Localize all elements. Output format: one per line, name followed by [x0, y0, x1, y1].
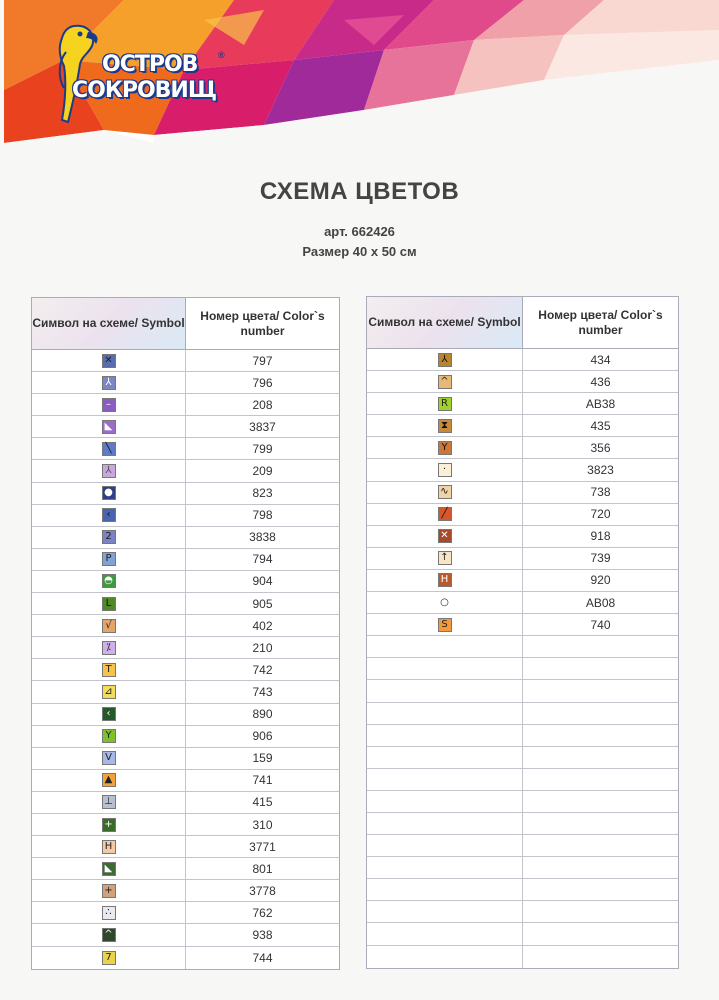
column-header-number: Номер цвета/ Color`s number	[523, 297, 678, 348]
color-swatch: ●	[102, 486, 116, 500]
empty-row	[367, 725, 678, 747]
color-number-cell: 3771	[249, 839, 276, 854]
color-swatch: ⅄	[102, 376, 116, 390]
color-number-cell: 743	[252, 684, 273, 699]
symbol-cell	[367, 658, 523, 679]
color-number-cell: 436	[590, 374, 611, 389]
symbol-cell	[367, 482, 523, 503]
symbol-cell	[32, 350, 186, 371]
color-number-cell: 906	[252, 729, 273, 744]
article-number: арт. 662426	[324, 224, 395, 239]
color-number-cell: 739	[590, 551, 611, 566]
symbol-cell	[32, 947, 186, 969]
table-row	[367, 526, 678, 548]
empty-row	[367, 879, 678, 901]
color-number-cell: 742	[252, 662, 273, 677]
color-number-cell	[523, 680, 678, 701]
color-swatch: –	[102, 398, 116, 412]
color-swatch: ⁒	[102, 641, 116, 655]
color-number-cell	[523, 769, 678, 790]
color-number-cell: 434	[590, 352, 611, 367]
column-header-number: Номер цвета/ Color`s number	[186, 298, 339, 349]
table-row	[32, 704, 339, 726]
symbol-cell	[32, 416, 186, 437]
table-row	[32, 505, 339, 527]
color-swatch: H	[102, 840, 116, 854]
empty-row	[367, 835, 678, 857]
column-header-symbol: Символ на схеме/ Symbol	[367, 297, 523, 348]
symbol-cell	[367, 923, 523, 944]
symbol-cell	[32, 770, 186, 791]
symbol-cell	[32, 814, 186, 835]
table-row	[367, 415, 678, 437]
symbol-cell	[32, 615, 186, 636]
empty-row	[367, 636, 678, 658]
symbol-cell	[32, 505, 186, 526]
color-swatch: ○	[438, 596, 452, 610]
symbol-cell	[32, 748, 186, 769]
color-number-cell: 741	[252, 773, 273, 788]
symbol-cell	[367, 393, 523, 414]
symbol-cell	[367, 614, 523, 635]
color-swatch: ↑	[438, 551, 452, 565]
color-number-cell	[523, 791, 678, 812]
table-row	[32, 792, 339, 814]
empty-row	[367, 857, 678, 879]
symbol-cell	[32, 681, 186, 702]
color-number-cell: AB08	[585, 595, 616, 610]
table-row	[32, 460, 339, 482]
color-number-cell: 823	[252, 486, 273, 501]
table-row	[367, 482, 678, 504]
color-number-cell: 920	[590, 573, 611, 588]
table-row	[32, 483, 339, 505]
table-row	[32, 947, 339, 969]
symbol-cell	[32, 549, 186, 570]
symbol-cell	[32, 460, 186, 481]
symbol-cell	[367, 813, 523, 834]
header-banner	[4, 0, 719, 143]
symbol-cell	[367, 946, 523, 968]
empty-row	[367, 791, 678, 813]
color-number-cell: 208	[252, 397, 273, 412]
brand-name-line1: ОСТРОВ	[102, 52, 198, 77]
canvas-size: Размер 40 х 50 см	[302, 244, 417, 259]
symbol-cell	[32, 527, 186, 548]
table-row	[32, 416, 339, 438]
table-row	[32, 549, 339, 571]
color-swatch: ⅄	[438, 353, 452, 367]
color-number-cell: 740	[590, 617, 611, 632]
symbol-cell	[32, 637, 186, 658]
color-number-cell	[523, 901, 678, 922]
color-swatch: ✕	[102, 354, 116, 368]
page-title: СХЕМА ЦВЕТОВ	[259, 178, 460, 205]
color-number-cell	[523, 923, 678, 944]
symbol-cell	[32, 858, 186, 879]
table-row	[367, 614, 678, 636]
empty-row	[367, 747, 678, 769]
color-number-cell	[523, 835, 678, 856]
symbol-cell	[367, 415, 523, 436]
table-row	[32, 438, 339, 460]
color-number-cell: 794	[252, 552, 273, 567]
symbol-cell	[32, 593, 186, 614]
table-row	[32, 681, 339, 703]
color-number-cell: 918	[590, 529, 611, 544]
color-swatch: ◓	[102, 574, 116, 588]
color-number-cell: 797	[252, 353, 273, 368]
empty-row	[367, 946, 678, 968]
symbol-cell	[367, 703, 523, 724]
color-swatch: ⧗	[438, 419, 452, 433]
symbol-cell	[32, 726, 186, 747]
symbol-cell	[367, 901, 523, 922]
symbol-cell	[367, 680, 523, 701]
symbol-cell	[367, 526, 523, 547]
table-row	[32, 350, 339, 372]
symbol-cell	[367, 747, 523, 768]
color-swatch: ∿	[438, 485, 452, 499]
color-number-cell: 310	[252, 817, 273, 832]
color-number-cell	[523, 725, 678, 746]
color-swatch: V	[102, 751, 116, 765]
color-number-cell	[523, 636, 678, 657]
color-swatch: ◣	[102, 420, 116, 434]
empty-row	[367, 680, 678, 702]
color-number-cell: AB38	[585, 396, 616, 411]
column-header-symbol: Символ на схеме/ Symbol	[32, 298, 186, 349]
color-table-left	[31, 297, 340, 970]
symbol-cell	[32, 836, 186, 857]
table-row	[32, 637, 339, 659]
color-swatch: ⊥	[102, 795, 116, 809]
table-row	[32, 372, 339, 394]
color-number-cell	[523, 747, 678, 768]
table-row	[367, 548, 678, 570]
color-swatch: ^	[102, 928, 116, 942]
color-swatch: Y	[438, 441, 452, 455]
color-number-cell: 159	[252, 751, 273, 766]
brand-name-line2: СОКРОВИЩ	[72, 78, 217, 103]
color-swatch: ◣	[102, 862, 116, 876]
table-body	[32, 350, 339, 969]
color-number-cell: 762	[252, 905, 273, 920]
table-row	[32, 593, 339, 615]
color-swatch: ⊿	[102, 685, 116, 699]
empty-row	[367, 658, 678, 680]
color-swatch: 7	[102, 951, 116, 965]
table-row	[32, 770, 339, 792]
symbol-cell	[367, 437, 523, 458]
table-row	[32, 571, 339, 593]
symbol-cell	[367, 349, 523, 370]
symbol-cell	[367, 769, 523, 790]
table-row	[367, 504, 678, 526]
color-number-cell: 938	[252, 927, 273, 942]
table-row	[367, 437, 678, 459]
table-row	[32, 726, 339, 748]
brand-logo	[44, 18, 224, 133]
symbol-cell	[367, 725, 523, 746]
color-number-cell: 890	[252, 707, 273, 722]
color-number-cell: 744	[252, 950, 273, 965]
color-number-cell	[523, 879, 678, 900]
symbol-cell	[32, 902, 186, 923]
table-header	[32, 298, 339, 350]
table-body	[367, 349, 678, 968]
color-number-cell: 904	[252, 574, 273, 589]
symbol-cell	[32, 880, 186, 901]
symbol-cell	[367, 857, 523, 878]
symbol-cell	[32, 483, 186, 504]
color-number-cell: 720	[590, 507, 611, 522]
table-row	[32, 394, 339, 416]
color-swatch: H	[438, 573, 452, 587]
color-swatch: ‹	[102, 508, 116, 522]
table-row	[32, 836, 339, 858]
symbol-cell	[367, 570, 523, 591]
color-number-cell	[523, 703, 678, 724]
color-swatch: T	[102, 663, 116, 677]
color-swatch: ^	[438, 375, 452, 389]
color-swatch: P	[102, 552, 116, 566]
symbol-cell	[367, 459, 523, 480]
color-swatch: R	[438, 397, 452, 411]
symbol-cell	[367, 548, 523, 569]
symbol-cell	[367, 504, 523, 525]
symbol-cell	[367, 371, 523, 392]
table-row	[32, 748, 339, 770]
symbol-cell	[32, 924, 186, 945]
symbol-cell	[367, 879, 523, 900]
table-row	[32, 615, 339, 637]
symbol-cell	[32, 571, 186, 592]
color-number-cell: 402	[252, 618, 273, 633]
color-number-cell: 356	[590, 440, 611, 455]
color-number-cell: 210	[252, 640, 273, 655]
empty-row	[367, 901, 678, 923]
color-number-cell: 798	[252, 508, 273, 523]
table-row	[32, 659, 339, 681]
symbol-cell	[32, 704, 186, 725]
color-number-cell: 905	[252, 596, 273, 611]
color-swatch: 2	[102, 530, 116, 544]
symbol-cell	[32, 438, 186, 459]
color-number-cell: 415	[252, 795, 273, 810]
color-number-cell: 435	[590, 418, 611, 433]
color-number-cell: 801	[252, 861, 273, 876]
color-number-cell	[523, 857, 678, 878]
table-row	[32, 858, 339, 880]
table-row	[367, 570, 678, 592]
parrot-icon	[44, 18, 104, 128]
symbol-cell	[367, 592, 523, 613]
table-row	[32, 814, 339, 836]
color-number-cell: 796	[252, 375, 273, 390]
color-number-cell	[523, 658, 678, 679]
table-row	[32, 924, 339, 946]
color-number-cell: 3838	[249, 530, 276, 545]
registered-mark: ®	[218, 50, 225, 60]
color-swatch: L	[102, 597, 116, 611]
color-swatch: ╲	[102, 442, 116, 456]
color-swatch: ‹	[102, 707, 116, 721]
color-swatch: ▲	[102, 773, 116, 787]
color-number-cell: 3778	[249, 883, 276, 898]
table-row	[367, 349, 678, 371]
table-row	[32, 902, 339, 924]
symbol-cell	[32, 372, 186, 393]
color-swatch: S	[438, 618, 452, 632]
symbol-cell	[32, 394, 186, 415]
table-row	[32, 880, 339, 902]
color-number-cell: 738	[590, 485, 611, 500]
color-number-cell	[523, 813, 678, 834]
symbol-cell	[367, 835, 523, 856]
color-swatch: Y	[102, 729, 116, 743]
color-swatch: ∴	[102, 906, 116, 920]
color-swatch: ·	[438, 463, 452, 477]
color-swatch: ╱	[438, 507, 452, 521]
color-number-cell: 3823	[587, 463, 614, 478]
symbol-cell	[32, 659, 186, 680]
symbol-cell	[367, 791, 523, 812]
color-swatch: ⅄	[102, 464, 116, 478]
table-header	[367, 297, 678, 349]
table-row	[367, 371, 678, 393]
empty-row	[367, 703, 678, 725]
empty-row	[367, 923, 678, 945]
symbol-cell	[367, 636, 523, 657]
color-number-cell	[523, 946, 678, 968]
color-swatch: √	[102, 619, 116, 633]
empty-row	[367, 769, 678, 791]
color-swatch: +	[102, 884, 116, 898]
symbol-cell	[32, 792, 186, 813]
color-number-cell: 209	[252, 464, 273, 479]
color-table-right	[366, 296, 679, 969]
table-row	[367, 459, 678, 481]
table-row	[32, 527, 339, 549]
color-swatch: ✕	[438, 529, 452, 543]
table-row	[367, 592, 678, 614]
empty-row	[367, 813, 678, 835]
color-number-cell: 3837	[249, 419, 276, 434]
table-row	[367, 393, 678, 415]
color-swatch: +	[102, 818, 116, 832]
color-number-cell: 799	[252, 441, 273, 456]
